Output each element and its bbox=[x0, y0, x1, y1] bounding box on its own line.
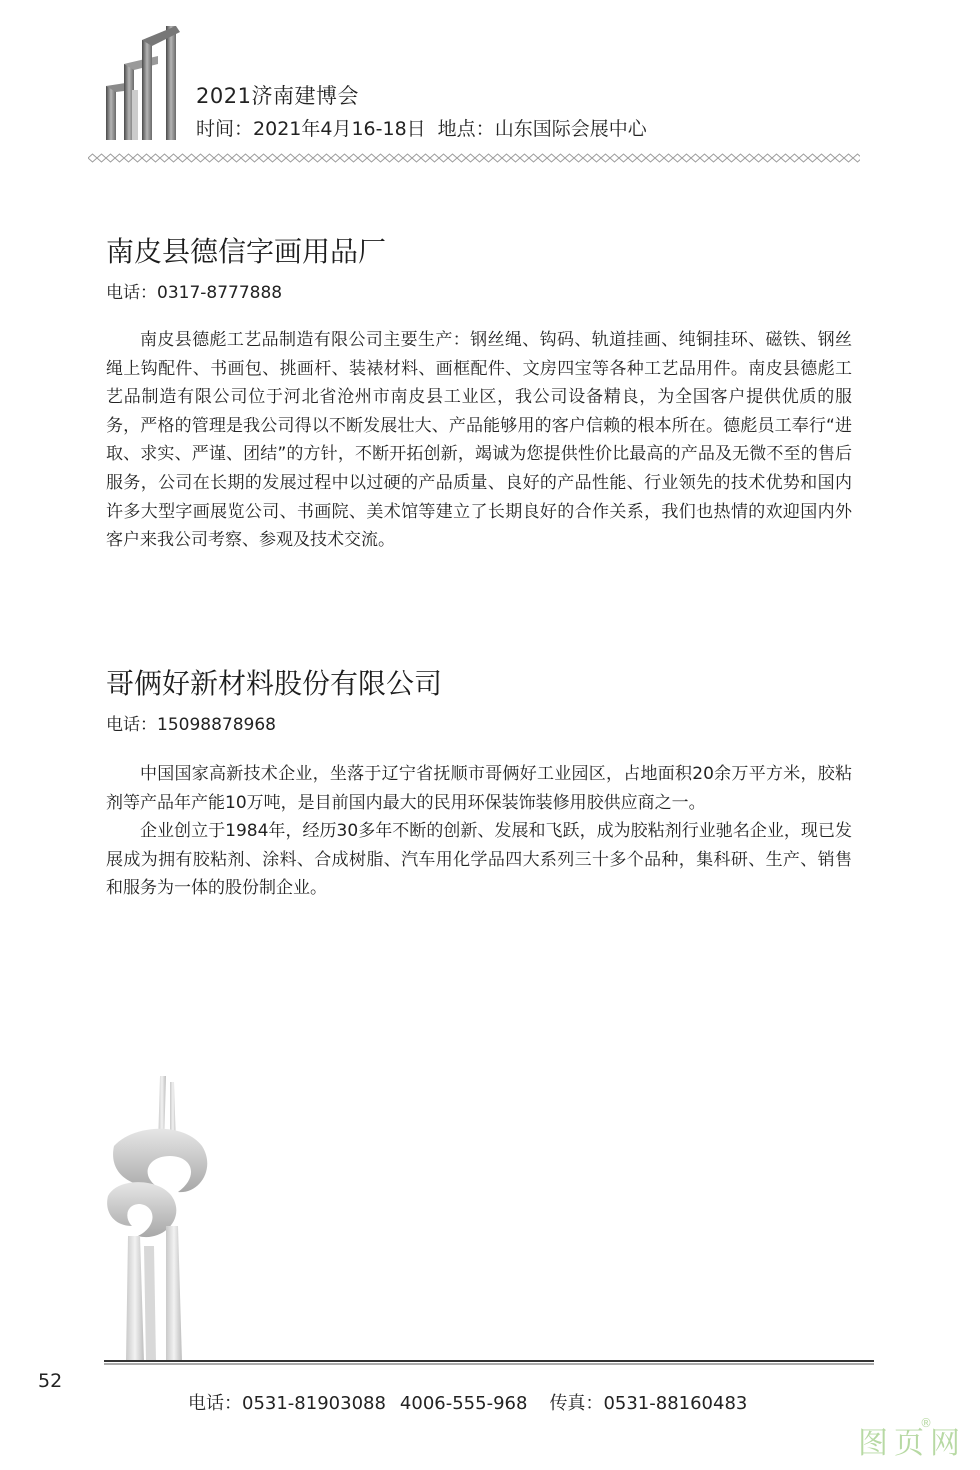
company-description bbox=[106, 326, 852, 555]
registered-mark: ® bbox=[920, 1416, 932, 1430]
expo-logo-icon bbox=[106, 24, 186, 140]
company-phone bbox=[106, 710, 276, 735]
expo-title: 2021济南建博会 bbox=[196, 84, 359, 108]
footer-phone-1: 0531-81903088 bbox=[242, 1393, 386, 1414]
description-paragraph: 企业创立于1984年，经历30多年不断的创新、发展和飞跃，成为胶粘剂行业驰名企业，现已发展成为拥有胶粘剂、涂料、合成树脂、汽车用化学品四大系列三十多个品种，集科研、生产、销售和服务为一体的股份制企业。 bbox=[106, 821, 852, 899]
watermark-text: 图页网 bbox=[858, 1426, 966, 1461]
sculpture-illustration bbox=[104, 1076, 222, 1362]
footer-fax: 0531-88160483 bbox=[603, 1393, 748, 1414]
expo-time-place bbox=[196, 114, 647, 141]
time-value: 2021年4月16-18日 bbox=[253, 118, 426, 140]
footer-fax-label: 传真： bbox=[549, 1393, 604, 1414]
place-label: 地点： bbox=[437, 118, 495, 140]
company-name: 南皮县德信字画用品厂 bbox=[106, 235, 387, 268]
watermark bbox=[858, 1418, 966, 1462]
phone-label: 电话： bbox=[106, 715, 157, 735]
page-number: 52 bbox=[38, 1370, 63, 1392]
company-phone bbox=[106, 278, 282, 303]
time-label: 时间： bbox=[196, 118, 254, 140]
company-description bbox=[106, 760, 852, 903]
phone-value: 15098878968 bbox=[157, 715, 276, 735]
phone-label: 电话： bbox=[106, 283, 157, 303]
company-name: 哥俩好新材料股份有限公司 bbox=[106, 667, 443, 700]
footer-contact bbox=[188, 1389, 747, 1415]
description-paragraph: 南皮县德彪工艺品制造有限公司主要生产：钢丝绳、钩码、轨道挂画、纯铜挂环、磁铁、钢丝绳上钩配件、书画包、挑画杆、装裱材料、画框配件、文房四宝等各种工艺品用件。南皮县德彪工艺品制造有限公司位于河北省沧州市南皮县工业区，我公司设备精良，为全国客户提供优质的服务，严格的管理是我公司得以不断发展壮大、产品能够用的客户信赖的根本所在。德彪员工奉行“进取、求实、严谨、团结”的方针，不断开拓创新，竭诚为您提供性价比最高的产品及无微不至的售后服务，公司在长期的发展过程中以过硬的产品质量、良好的产品性能、行业领先的技术优势和国内许多大型字画展览公司、书画院、美术馆等建立了长期良好的合作关系，我们也热情的欢迎国内外客户来我公司考察、参观及技术交流。 bbox=[106, 330, 852, 551]
phone-value: 0317-8777888 bbox=[157, 283, 283, 303]
place-value: 山东国际会展中心 bbox=[494, 118, 647, 140]
footer-phone-2: 4006-555-968 bbox=[399, 1393, 528, 1414]
description-paragraph: 中国国家高新技术企业，坐落于辽宁省抚顺市哥俩好工业园区，占地面积20余万平方米，胶粘剂等产品年产能10万吨，是目前国内最大的民用环保装饰装修用胶供应商之一。 bbox=[106, 764, 852, 813]
decorative-chain-divider bbox=[88, 152, 860, 164]
footer-divider bbox=[104, 1360, 874, 1365]
footer-phone-label: 电话： bbox=[188, 1393, 242, 1414]
